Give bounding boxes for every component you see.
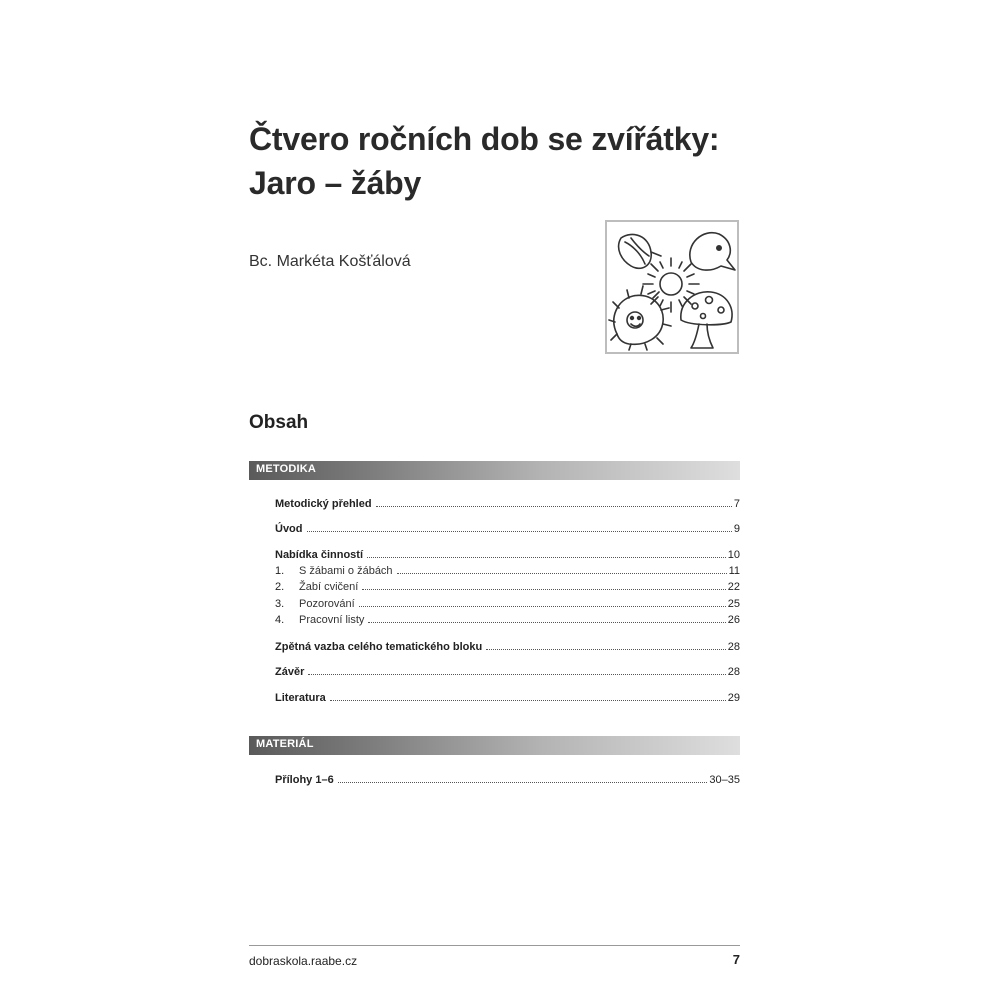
toc-entry-number: 2. xyxy=(275,581,285,593)
toc-entry-page: 25 xyxy=(727,598,740,610)
toc-entry-zaver[interactable] xyxy=(275,664,740,678)
toc-entry-label: Pracovní listy xyxy=(299,614,365,626)
toc-entry-zpetna-vazba[interactable] xyxy=(275,639,740,653)
toc-entry-nabidka-cinnosti[interactable] xyxy=(275,547,740,561)
toc-entry-page: 28 xyxy=(727,641,740,653)
document-title xyxy=(249,117,769,205)
contents-heading: Obsah xyxy=(249,412,309,433)
toc-entry-metodicky-prehled[interactable] xyxy=(275,496,740,510)
toc-entry-page: 28 xyxy=(727,666,740,678)
toc-entry-page: 30–35 xyxy=(709,774,740,786)
leaf-bug-icon xyxy=(619,234,661,268)
toc-entry-label: Závěr xyxy=(275,666,305,678)
toc-entry-literatura[interactable] xyxy=(275,690,740,704)
section-bar-metodika xyxy=(249,461,740,480)
toc-entry-label: Pozorování xyxy=(299,598,355,610)
toc-entry-label: Nabídka činností xyxy=(275,549,364,561)
toc-entry-page: 29 xyxy=(727,692,740,704)
footer-website: dobraskola.raabe.cz xyxy=(249,954,358,968)
footer-page-number: 7 xyxy=(732,952,740,967)
section-label-metodika: METODIKA xyxy=(256,463,317,475)
toc-subentry-pracovni-listy[interactable] xyxy=(275,612,740,626)
toc-subentry-zabi-cviceni[interactable] xyxy=(275,579,740,593)
toc-entry-number: 1. xyxy=(275,565,285,577)
toc-leader-dots xyxy=(330,700,726,701)
toc-leader-dots xyxy=(376,506,732,507)
author-name: Bc. Markéta Košťálová xyxy=(249,253,411,270)
section-bar-material xyxy=(249,736,740,755)
title-line-2: Jaro – žáby xyxy=(249,165,422,201)
toc-entry-label: Literatura xyxy=(275,692,326,704)
toc-leader-dots xyxy=(397,573,727,574)
toc-entry-label: Žabí cvičení xyxy=(299,581,359,593)
section-label-material: MATERIÁL xyxy=(256,738,314,750)
toc-leader-dots xyxy=(359,606,726,607)
title-line-1: Čtvero ročních dob se zvířátky: xyxy=(249,121,720,157)
toc-entry-prilohy[interactable] xyxy=(275,772,740,786)
sun-icon xyxy=(643,258,699,312)
toc-entry-page: 11 xyxy=(728,565,740,577)
toc-subentry-pozorovani[interactable] xyxy=(275,596,740,610)
toc-entry-label: S žábami o žábách xyxy=(299,565,393,577)
toc-entry-page: 26 xyxy=(727,614,740,626)
toc-entry-page: 22 xyxy=(727,581,740,593)
toc-entry-page: 7 xyxy=(733,498,740,510)
toc-entry-number: 4. xyxy=(275,614,285,626)
toc-entry-uvod[interactable] xyxy=(275,521,740,535)
toc-entry-label: Metodický přehled xyxy=(275,498,372,510)
toc-leader-dots xyxy=(368,622,725,623)
toc-leader-dots xyxy=(367,557,726,558)
toc-leader-dots xyxy=(486,649,726,650)
toc-leader-dots xyxy=(307,531,732,532)
toc-entry-label: Úvod xyxy=(275,523,303,535)
mushroom-icon xyxy=(681,292,732,348)
toc-entry-label: Zpětná vazba celého tematického bloku xyxy=(275,641,483,653)
toc-entry-label: Přílohy 1–6 xyxy=(275,774,334,786)
toc-leader-dots xyxy=(308,674,725,675)
hedgehog-icon xyxy=(609,286,671,350)
seasons-animals-illustration-icon xyxy=(605,220,739,354)
footer-divider xyxy=(249,945,740,946)
toc-subentry-s-zabami[interactable] xyxy=(275,563,740,577)
toc-entry-page: 10 xyxy=(727,549,740,561)
toc-leader-dots xyxy=(362,589,725,590)
toc-entry-number: 3. xyxy=(275,598,285,610)
toc-entry-page: 9 xyxy=(733,523,740,535)
toc-leader-dots xyxy=(338,782,708,783)
bird-icon xyxy=(690,233,735,270)
